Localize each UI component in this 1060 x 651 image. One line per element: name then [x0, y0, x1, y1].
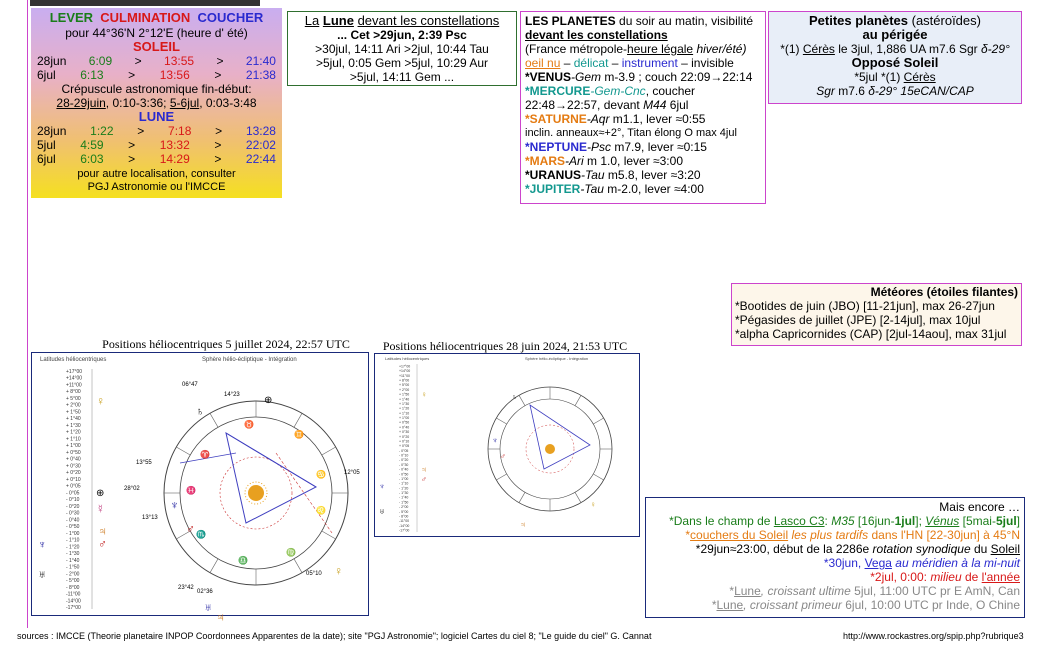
wheel-spoke	[294, 413, 302, 427]
chart1-right-header: Sphère hélio-écliptique - Intégration	[202, 357, 297, 363]
moon-date: 5jul	[37, 138, 56, 152]
wheel-spoke	[593, 418, 603, 424]
sun-set: 21:40	[245, 54, 276, 68]
wheel-spoke	[575, 492, 581, 502]
latitude-tick: - 2°00	[66, 571, 80, 578]
chart2-svg	[375, 354, 639, 536]
mais-encore-panel: Mais encore … *Dans le champ de Lasco C3: M35 [16jun-1jul]; Vénus [5mai-5jul] *couchers du Soleil les plus tardifs dans l'HN [22-30jun] à 45°N *29jun≈23:00, début de la 2286e rotation synodique du Soleil *30jun, Vega au méridien à la mi-nuit *2jul, 0:00: milieu de l'année *Lune, croissant ultime 5jul, 11:00 UTC pr E AmN, Can *Lune, croissant primeur 6jul, 10:00 UTC pr Inde, O Chine	[645, 497, 1025, 618]
svg-text:♍: ♍	[286, 548, 296, 557]
latitude-tick: + 0°40	[399, 425, 410, 430]
moon-constellations-panel: La Lune devant les constellations ... Cet >29jun, 2:39 Psc >30jul, 14:11 Ari >2jul, 10:44 Tau >5jul, 0:05 Gem >5jul, 10:29 Aur >5jul, 14:11 Gem ...	[287, 11, 517, 86]
latitude-tick: - 1°40	[399, 495, 409, 500]
latitude-tick: - 0°05	[66, 490, 80, 497]
top-bar	[30, 0, 260, 6]
moon-gt1: >	[128, 138, 136, 152]
latitude-tick: - 1°40	[66, 557, 80, 564]
svg-text:♃: ♃	[520, 520, 526, 529]
angle-label: 12°05	[344, 470, 360, 476]
item-couchers: *couchers du Soleil les plus tardifs dans l'HN [22-30jun] à 45°N	[685, 528, 1020, 542]
latitude-tick: +11°00	[66, 382, 82, 389]
wheel-spoke	[593, 474, 603, 480]
latitude-tick: - 8°00	[66, 584, 80, 591]
latitude-tick: + 1°50	[399, 392, 410, 397]
svg-text:♎: ♎	[238, 556, 248, 565]
angle-label: 05°10	[306, 571, 322, 577]
planet-venus: *VENUS-Gem m-3.9 ; couch 22:09→22:14	[525, 70, 753, 84]
earth-glyph: ⊕	[264, 395, 273, 406]
sun-moon-panel	[31, 8, 282, 198]
mars-glyph: ♂	[186, 522, 195, 536]
latitude-tick: +11°00	[399, 373, 410, 378]
moon-gt2: >	[215, 124, 223, 138]
jupiter-glyph-left: ♃	[98, 524, 107, 538]
twilight-values: 28-29juin, 0:10-3:36; 5-6jul, 0:03-3:48	[56, 96, 257, 110]
latitude-tick: + 8°00	[399, 378, 410, 383]
moon-culm: 14:29	[159, 152, 190, 166]
latitude-tick: - 1°10	[66, 537, 80, 544]
moon-rise: 4:59	[80, 138, 104, 152]
item-lune-ultime: *Lune, croissant ultime 5jul, 11:00 UTC pr E AmN, Can	[729, 584, 1020, 598]
latitude-tick: -17°00	[66, 605, 81, 611]
angle-label: 28°02	[124, 486, 140, 492]
svg-text:♓: ♓	[186, 486, 196, 495]
wheel-spoke	[322, 447, 336, 455]
soleil-title: SOLEIL	[133, 39, 180, 54]
meteor-cap: *alpha Capricornides (CAP) [2jul-14aou], max 31jul	[735, 327, 1007, 341]
sun-date: 6jul	[37, 68, 56, 82]
angle-label: 02°36	[197, 589, 213, 595]
moon-rise: 6:03	[80, 152, 104, 166]
angle-label: 13°55	[136, 460, 152, 466]
chart1-svg	[32, 353, 368, 624]
planets-panel: LES PLANETES du soir au matin, visibilité devant les constellations (France métropole-heure légale hiver/été) oeil nu – délicat – instrument – invisible *VENUS-Gem m-3.9 ; couch 22:09→22:14 *MERCURE-Gem-Cnc, coucher 22:48→22:57, devant M44 6jul *SATURNE-Aqr m1.1, lever ≈0:55 inclin. anneaux≈+2°, Titan élong O max 4jul *NEPTUNE-Psc m7.9, lever ≈0:15 *MARS-Ari m 1.0, lever ≈3:00 *URANUS-Tau m5.8, lever ≈3:20 *JUPITER-Tau m-2.0, lever ≈4:00	[520, 11, 766, 204]
latitude-tick: -11°00	[66, 591, 81, 598]
svg-text:♀: ♀	[590, 500, 596, 509]
sun-rise: 6:09	[88, 54, 113, 68]
wheel-spoke	[519, 492, 525, 502]
latitude-tick: +17°00	[399, 364, 411, 369]
latitude-tick: - 0°50	[66, 524, 80, 531]
venus-glyph-left: ♀	[96, 394, 105, 408]
latitude-tick: + 0°10	[399, 439, 410, 444]
angle-label: 13°13	[142, 515, 158, 521]
footer-line-2: PGJ Astronomie ou l'IMCCE	[87, 181, 226, 193]
latitude-tick: + 1°40	[399, 397, 410, 402]
twilight-title: Crépuscule astronomique fin-début:	[61, 82, 252, 96]
svg-text:♈: ♈	[200, 450, 210, 459]
uranus-glyph-left: ♅	[38, 569, 47, 581]
sun-date: 28jun	[37, 54, 67, 68]
svg-text:♆: ♆	[492, 436, 498, 445]
wheel-spoke	[322, 531, 336, 539]
latitude-tick: - 1°30	[399, 491, 409, 495]
svg-text:♏: ♏	[196, 530, 206, 539]
latitude-tick: + 5°00	[66, 396, 81, 402]
svg-text:♊: ♊	[294, 430, 304, 439]
svg-text:♉: ♉	[244, 420, 254, 429]
wheel-spoke	[519, 395, 525, 405]
venus-glyph: ♀	[334, 564, 343, 578]
angle-label: 23°42	[178, 585, 194, 591]
moon-const-line-1: ... Cet >29jun, 2:39 Psc	[337, 28, 467, 42]
moon-const-line-3: >5jul, 0:05 Gem >5jul, 10:29 Aur	[315, 56, 489, 70]
earth-glyph-left: ⊕	[96, 488, 105, 499]
sun-icon	[248, 485, 264, 501]
meteors-panel: Météores (étoiles filantes) *Bootides de juin (JBO) [11-21jun], max 26-27jun *Pégasides de juillet (JPE) [2-14jul], max 10jul *alpha Capricornides (CAP) [2jul-14aou], max 31jul	[731, 283, 1022, 346]
sun-row	[37, 54, 276, 68]
neptune-glyph-left: ♆	[38, 539, 47, 551]
latitude-tick: + 1°20	[399, 406, 410, 411]
wheel-spoke	[575, 395, 581, 405]
latitude-tick: + 8°00	[66, 389, 81, 396]
moon-gt2: >	[214, 152, 222, 166]
latitude-tick: + 2°00	[399, 387, 410, 392]
planet-jupiter: *JUPITER-Tau m-2.0, lever ≈4:00	[525, 182, 704, 196]
sun-culm: 13:56	[159, 68, 190, 82]
chart1-left-header: Latitudes héliocentriques	[40, 357, 107, 363]
latitude-tick: - 8°00	[399, 514, 409, 519]
sun-rise: 6:13	[80, 68, 104, 82]
planet-uranus: *URANUS-Tau m5.8, lever ≈3:20	[525, 168, 701, 182]
wheel-spoke	[496, 474, 506, 480]
latitude-tick: - 0°30	[399, 462, 409, 467]
latitude-tick: + 1°10	[399, 411, 410, 416]
svg-text:♅: ♅	[379, 507, 385, 516]
latitude-tick: + 1°10	[66, 436, 81, 443]
planet-saturne: *SATURNE-Aqr m1.1, lever ≈0:55	[525, 112, 706, 126]
chart2-title: Positions héliocentriques 28 juin 2024, 21:53 UTC	[382, 339, 628, 353]
latitude-tick: - 1°00	[399, 477, 409, 481]
latitude-tick: + 1°20	[66, 429, 81, 436]
svg-text:♋: ♋	[316, 470, 326, 479]
chart1-panel	[31, 352, 369, 624]
footer-line-1: pour autre localisation, consulter	[77, 168, 236, 180]
latitude-tick: + 0°20	[66, 470, 81, 477]
moon-gt1: >	[128, 152, 136, 166]
mars-glyph-left: ♂	[98, 537, 107, 551]
wheel-spoke	[496, 418, 506, 424]
latitude-tick: + 1°30	[399, 402, 410, 406]
latitude-tick: - 1°20	[399, 486, 409, 491]
moon-date: 28jun	[37, 124, 67, 138]
sun-culm: 13:55	[164, 54, 195, 68]
planet-neptune: *NEPTUNE-Psc m7.9, lever ≈0:15	[525, 140, 707, 154]
chart1-title: Positions héliocentriques 5 juillet 2024, 22:57 UTC	[102, 337, 350, 351]
item-lasco: *Dans le champ de Lasco C3: M35 [16jun-1jul]; Vénus [5mai-5jul]	[669, 514, 1020, 528]
uranus-glyph: ♅	[204, 602, 213, 614]
jupiter-glyph: ♃	[216, 610, 225, 624]
wheel-spoke	[210, 559, 218, 573]
svg-text:♃: ♃	[421, 465, 427, 474]
sun-gt2: >	[214, 68, 222, 82]
svg-text:♂: ♂	[421, 475, 427, 484]
latitude-tick: + 2°00	[66, 402, 81, 409]
mercury-glyph-left: ☿	[96, 502, 105, 516]
latitude-tick: - 0°10	[399, 453, 409, 458]
angle-label: 06°47	[182, 382, 198, 388]
planet-mars: *MARS-Ari m 1.0, lever ≈3:00	[525, 154, 683, 168]
latitude-tick: + 1°50	[66, 409, 81, 416]
latitude-tick: + 0°40	[66, 456, 81, 463]
chart1-latitude-ticks	[66, 369, 82, 611]
sun-rows	[37, 54, 276, 82]
latitude-tick: +14°00	[66, 375, 83, 382]
svg-text:♄: ♄	[512, 394, 518, 401]
hdr-lever: LEVER	[49, 10, 94, 25]
moon-const-line-2: >30jul, 14:11 Ari >2jul, 10:44 Tau	[315, 42, 489, 56]
wheel-spoke	[176, 447, 190, 455]
chart2-wheel	[488, 387, 612, 529]
latitude-tick: + 0°50	[66, 449, 81, 456]
latitude-tick: - 2°00	[399, 505, 409, 510]
angle-label: 14°23	[224, 392, 240, 398]
saturn-glyph: ♄	[196, 406, 205, 418]
latitude-tick: -11°00	[399, 519, 410, 524]
latitude-tick: + 0°10	[66, 476, 81, 483]
svg-text:♆: ♆	[379, 482, 385, 491]
latitude-tick: - 0°40	[399, 467, 409, 472]
chart2-panel	[374, 353, 640, 537]
moon-set: 22:02	[245, 138, 276, 152]
moon-row	[37, 138, 276, 152]
latitude-tick: + 0°20	[399, 434, 410, 439]
latitude-tick: + 1°30	[66, 422, 81, 429]
latitude-tick: + 1°00	[66, 443, 81, 450]
asteroids-panel: Petites planètes (astéroïdes) au périgée *(1) Cérès le 3jul, 1,886 UA m7.6 Sgr δ-29° Opposé Soleil *5jul *(1) Cérès Sgr m7.6 δ-29° 15eCAN/CAP	[768, 11, 1022, 104]
latitude-tick: - 5°00	[66, 578, 80, 584]
planet-mercure: *MERCURE-Gem-Cnc, coucher	[525, 84, 696, 98]
latitude-tick: - 5°00	[399, 509, 409, 514]
meteor-jbo: *Bootides de juin (JBO) [11-21jun], max 26-27jun	[735, 299, 995, 313]
chart2-latitude-ticks	[399, 365, 410, 533]
latitude-tick: -14°00	[399, 523, 410, 528]
moon-row	[37, 124, 276, 138]
sun-gt1: >	[128, 68, 136, 82]
latitude-tick: +17°00	[66, 369, 83, 375]
latitude-tick: - 1°20	[66, 544, 80, 551]
latitude-tick: + 0°30	[66, 463, 81, 470]
moon-rows	[37, 124, 276, 166]
latitude-tick: - 1°00	[66, 530, 80, 537]
latitude-tick: + 1°00	[399, 416, 410, 420]
moon-date: 6jul	[37, 152, 56, 166]
hdr-coucher: COUCHER	[197, 10, 264, 25]
latitude-tick: - 1°10	[399, 481, 409, 486]
wheel-spoke	[210, 413, 218, 427]
sun-gt2: >	[216, 54, 224, 68]
sun-gt1: >	[134, 54, 142, 68]
item-lune-primeur: *Lune, croissant primeur 6jul, 10:00 UTC pr Inde, O Chine	[711, 598, 1020, 612]
chart2-left-header: Latitudes héliocentriques	[385, 356, 430, 361]
hdr-culmination: CULMINATION	[100, 10, 191, 25]
latitude-tick: - 0°20	[66, 503, 80, 510]
moon-set: 22:44	[245, 152, 276, 166]
latitude-tick: - 0°40	[66, 517, 80, 524]
moon-rise: 1:22	[90, 124, 114, 138]
latitude-tick: + 0°05	[66, 483, 81, 490]
item-milieu: *2jul, 0:00: milieu de l'année	[870, 570, 1020, 584]
visibility-legend: oeil nu – délicat – instrument – invisible	[525, 56, 734, 70]
latitude-tick: - 0°30	[66, 510, 80, 517]
item-rotation: *29jun≈23:00, début de la 2286e rotation synodique du Soleil	[695, 542, 1020, 556]
meteor-jpe: *Pégasides de juillet (JPE) [2-14jul], max 10jul	[735, 313, 981, 327]
latitude-tick: - 0°20	[399, 458, 409, 463]
moon-const-line-4: >5jul, 14:11 Gem ...	[349, 70, 455, 84]
source-link[interactable]: http://www.rockastres.org/spip.php?rubrique3	[843, 631, 1024, 641]
neptune-glyph: ♆	[170, 498, 179, 512]
latitude-tick: + 0°05	[399, 444, 410, 449]
svg-text:♌: ♌	[316, 506, 326, 515]
wheel-spoke	[294, 559, 302, 573]
moon-row	[37, 152, 276, 166]
svg-text:♂: ♂	[500, 452, 506, 461]
position: pour 44°36'N 2°12'E (heure d' été)	[65, 26, 248, 40]
moon-culm: 13:32	[159, 138, 190, 152]
sun-set: 21:38	[245, 68, 276, 82]
moon-gt1: >	[137, 124, 145, 138]
latitude-tick: -14°00	[66, 598, 81, 605]
latitude-tick: +14°00	[399, 369, 411, 374]
latitude-tick: - 0°50	[399, 472, 409, 477]
latitude-tick: + 0°30	[399, 430, 410, 435]
latitude-tick: + 1°40	[66, 416, 81, 423]
moon-gt2: >	[214, 138, 222, 152]
moon-culm: 7:18	[168, 124, 192, 138]
latitude-tick: - 1°50	[66, 564, 80, 571]
left-rule	[27, 0, 28, 628]
latitude-tick: + 0°50	[399, 420, 410, 425]
moon-set: 13:28	[245, 124, 276, 138]
latitude-tick: -17°00	[399, 528, 410, 533]
latitude-tick: - 1°30	[66, 551, 80, 558]
latitude-tick: - 1°50	[399, 500, 409, 505]
latitude-tick: - 0°05	[399, 448, 409, 453]
chart2-right-header: Sphère hélio-écliptique - Intégration	[525, 356, 589, 361]
latitude-tick: - 0°10	[66, 497, 80, 504]
sources: sources : IMCCE (Theorie planetaire INPOP Coordonnees Apparentes de la date); site "PGJ Astronomie"; logiciel Cartes du ciel 8; "Le guide du ciel" G. Cannat	[17, 631, 652, 641]
svg-text:♀: ♀	[421, 390, 427, 399]
item-vega: *30jun, Vega au méridien à la mi-nuit	[823, 556, 1020, 570]
sun-row	[37, 68, 276, 82]
latitude-tick: + 5°00	[399, 383, 410, 388]
lune-title: LUNE	[138, 109, 175, 124]
